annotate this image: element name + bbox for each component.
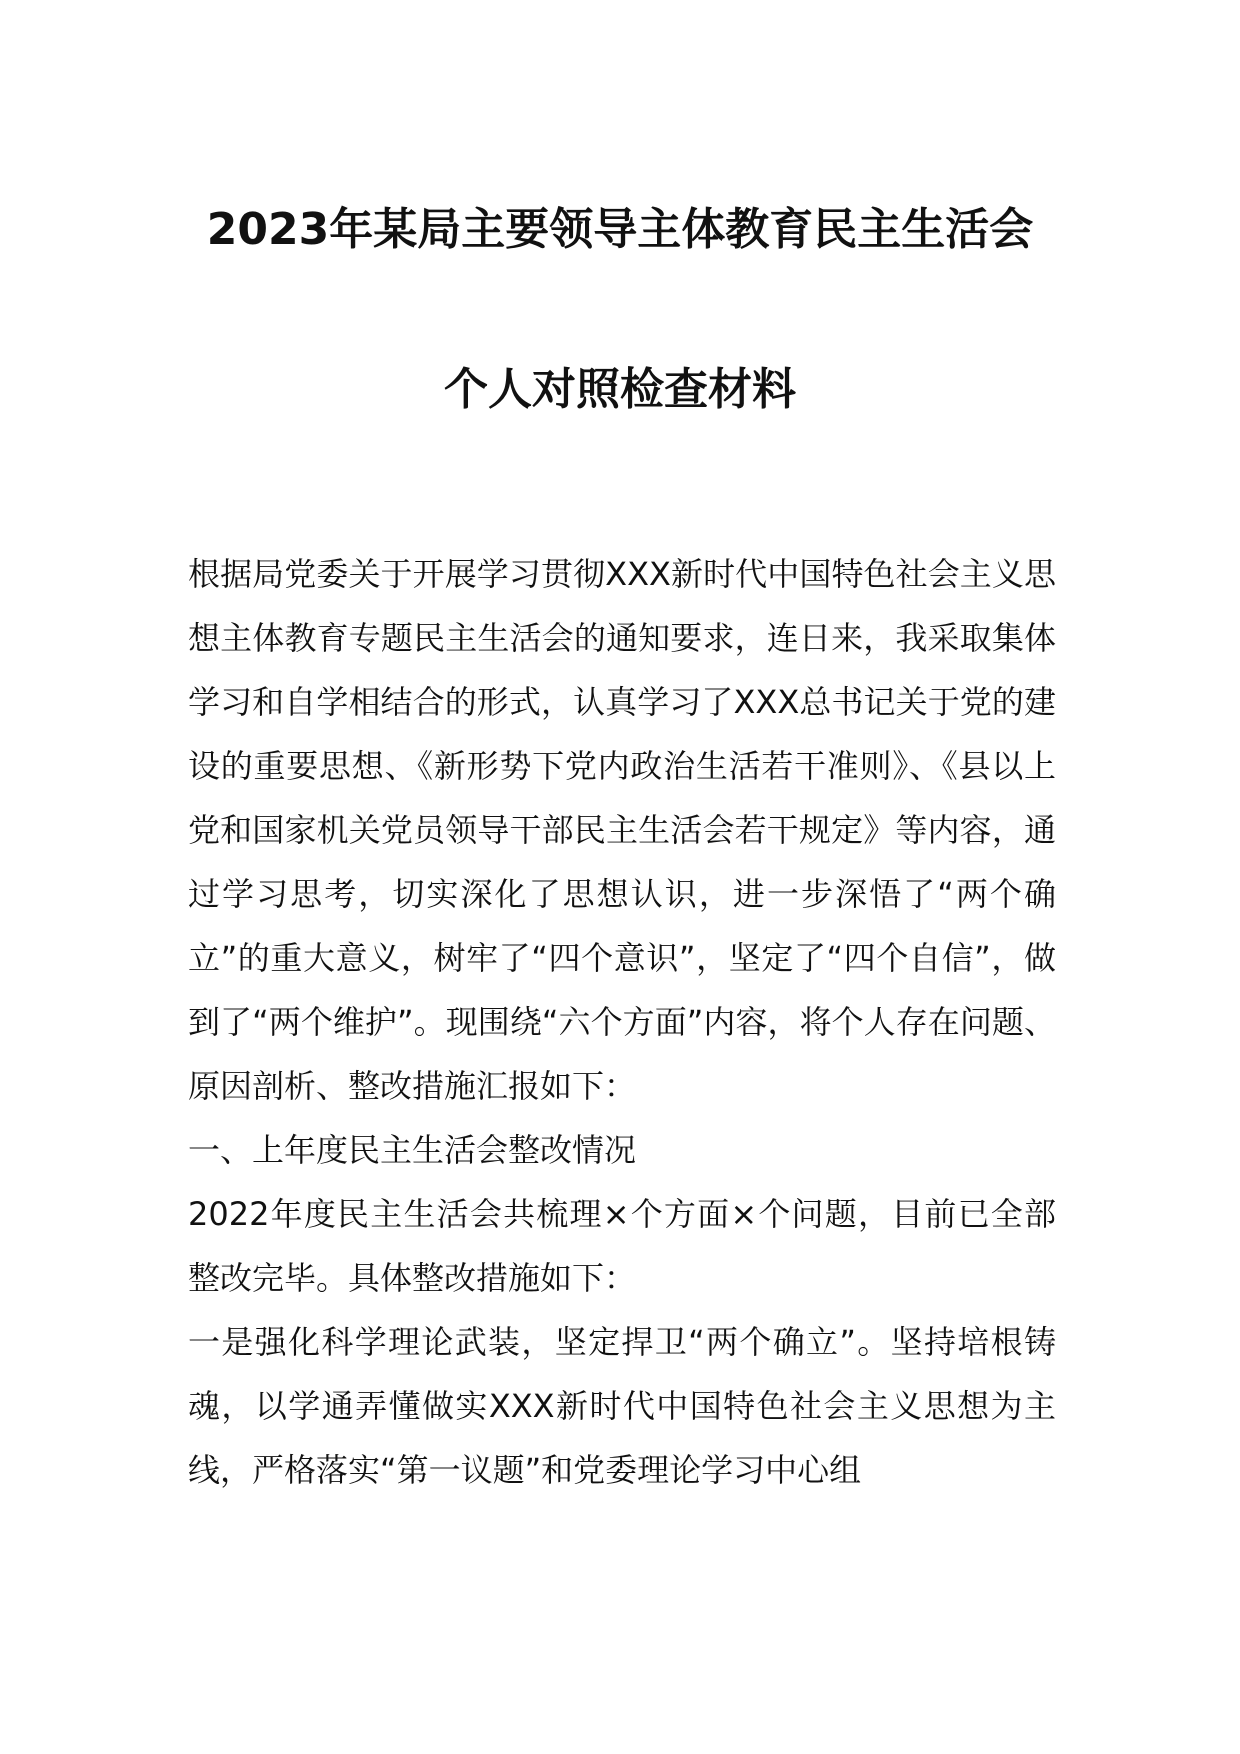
document-title-line-1: 2023年某局主要领导主体教育民主生活会	[206, 204, 1034, 255]
summary-paragraph: 2022年度民主生活会共梳理×个方面×个问题，目前已全部整改完毕。具体整改措施如下：	[188, 1195, 1056, 1297]
document-title-line-2: 个人对照检查材料	[444, 364, 796, 415]
measure-paragraph: 一是强化科学理论武装，坚定捍卫“两个确立”。坚持培根铸魂，以学通弄懂做实XXX新时代中国特色社会主义思想为主线，严格落实“第一议题”和党委理论学习中心组	[188, 1323, 1056, 1489]
section-heading: 一、上年度民主生活会整改情况	[188, 1131, 637, 1169]
intro-paragraph: 根据局党委关于开展学习贯彻XXX新时代中国特色社会主义思想主体教育专题民主生活会的通知要求，连日来，我采取集体学习和自学相结合的形式，认真学习了XXX总书记关于党的建设的重要思想、《新形势下党内政治生活若干准则》、《县以上党和国家机关党员领导干部民主生活会若干规定》等内容，通过学习思考，切实深化了思想认识，进一步深悟了“两个确立”的重大意义，树牢了“四个意识”，坚定了“四个自信”，做到了“两个维护”。现围绕“六个方面”内容，将个人存在问题、原因剖析、整改措施汇报如下：	[188, 555, 1056, 1105]
document-body	[188, 542, 1056, 1502]
